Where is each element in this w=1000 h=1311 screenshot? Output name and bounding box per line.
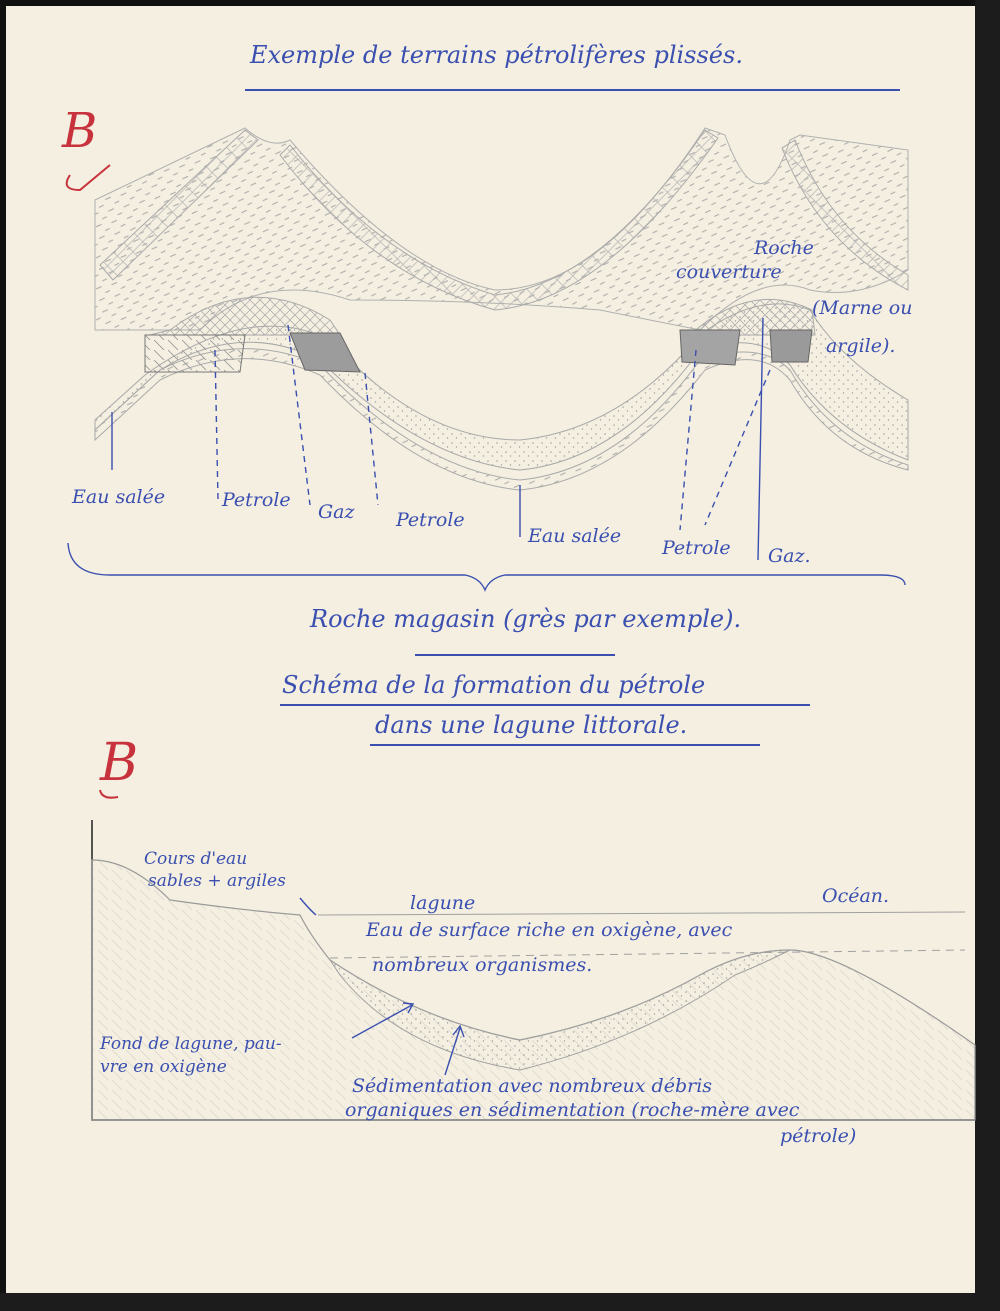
gas-trap-right	[770, 330, 812, 362]
label-argile: argile).	[826, 335, 896, 357]
section2-marker: B	[100, 733, 139, 793]
oil-trap-left	[145, 335, 245, 372]
section1-title: Exemple de terrains pétrolifères plissés.	[250, 41, 743, 69]
folded-strata-drawing	[95, 128, 908, 490]
section1-marker: B	[62, 103, 98, 159]
label-ocean: Océan.	[822, 885, 890, 907]
label-gaz-1: Gaz	[318, 501, 355, 523]
label-eau-salee-mid: Eau salée	[528, 525, 622, 547]
label-organismes: nombreux organismes.	[372, 954, 593, 976]
label-couverture: couverture	[676, 261, 782, 283]
label-eau-salee-left: Eau salée	[72, 486, 166, 508]
section2-title-line2: dans une lagune littorale.	[375, 711, 688, 739]
label-pauvre-oxigene: vre en oxigène	[100, 1057, 227, 1077]
label-fond-lagune: Fond de lagune, pau-	[100, 1034, 282, 1054]
label-cours-eau: Cours d'eau	[144, 849, 248, 869]
section2-title-line1: Schéma de la formation du pétrole	[282, 671, 706, 699]
label-lagune: lagune	[410, 892, 476, 914]
label-petrole-lagune: pétrole)	[780, 1125, 857, 1147]
label-sedimentation-1: Sédimentation avec nombreux débris	[352, 1075, 713, 1097]
brace-caption: Roche magasin (grès par exemple).	[310, 605, 742, 633]
label-marne: (Marne ou	[812, 297, 913, 319]
label-petrole-1: Petrole	[222, 489, 291, 511]
oil-trap-right	[680, 330, 740, 365]
label-roche: Roche	[754, 237, 814, 259]
label-petrole-2: Petrole	[396, 509, 465, 531]
label-sedimentation-2: organiques en sédimentation (roche-mère avec	[345, 1099, 800, 1121]
label-sables-argiles: sables + argiles	[148, 871, 286, 891]
label-petrole-3: Petrole	[662, 537, 731, 559]
label-gaz-2: Gaz.	[768, 545, 811, 567]
label-eau-surface: Eau de surface riche en oxigène, avec	[366, 919, 733, 941]
